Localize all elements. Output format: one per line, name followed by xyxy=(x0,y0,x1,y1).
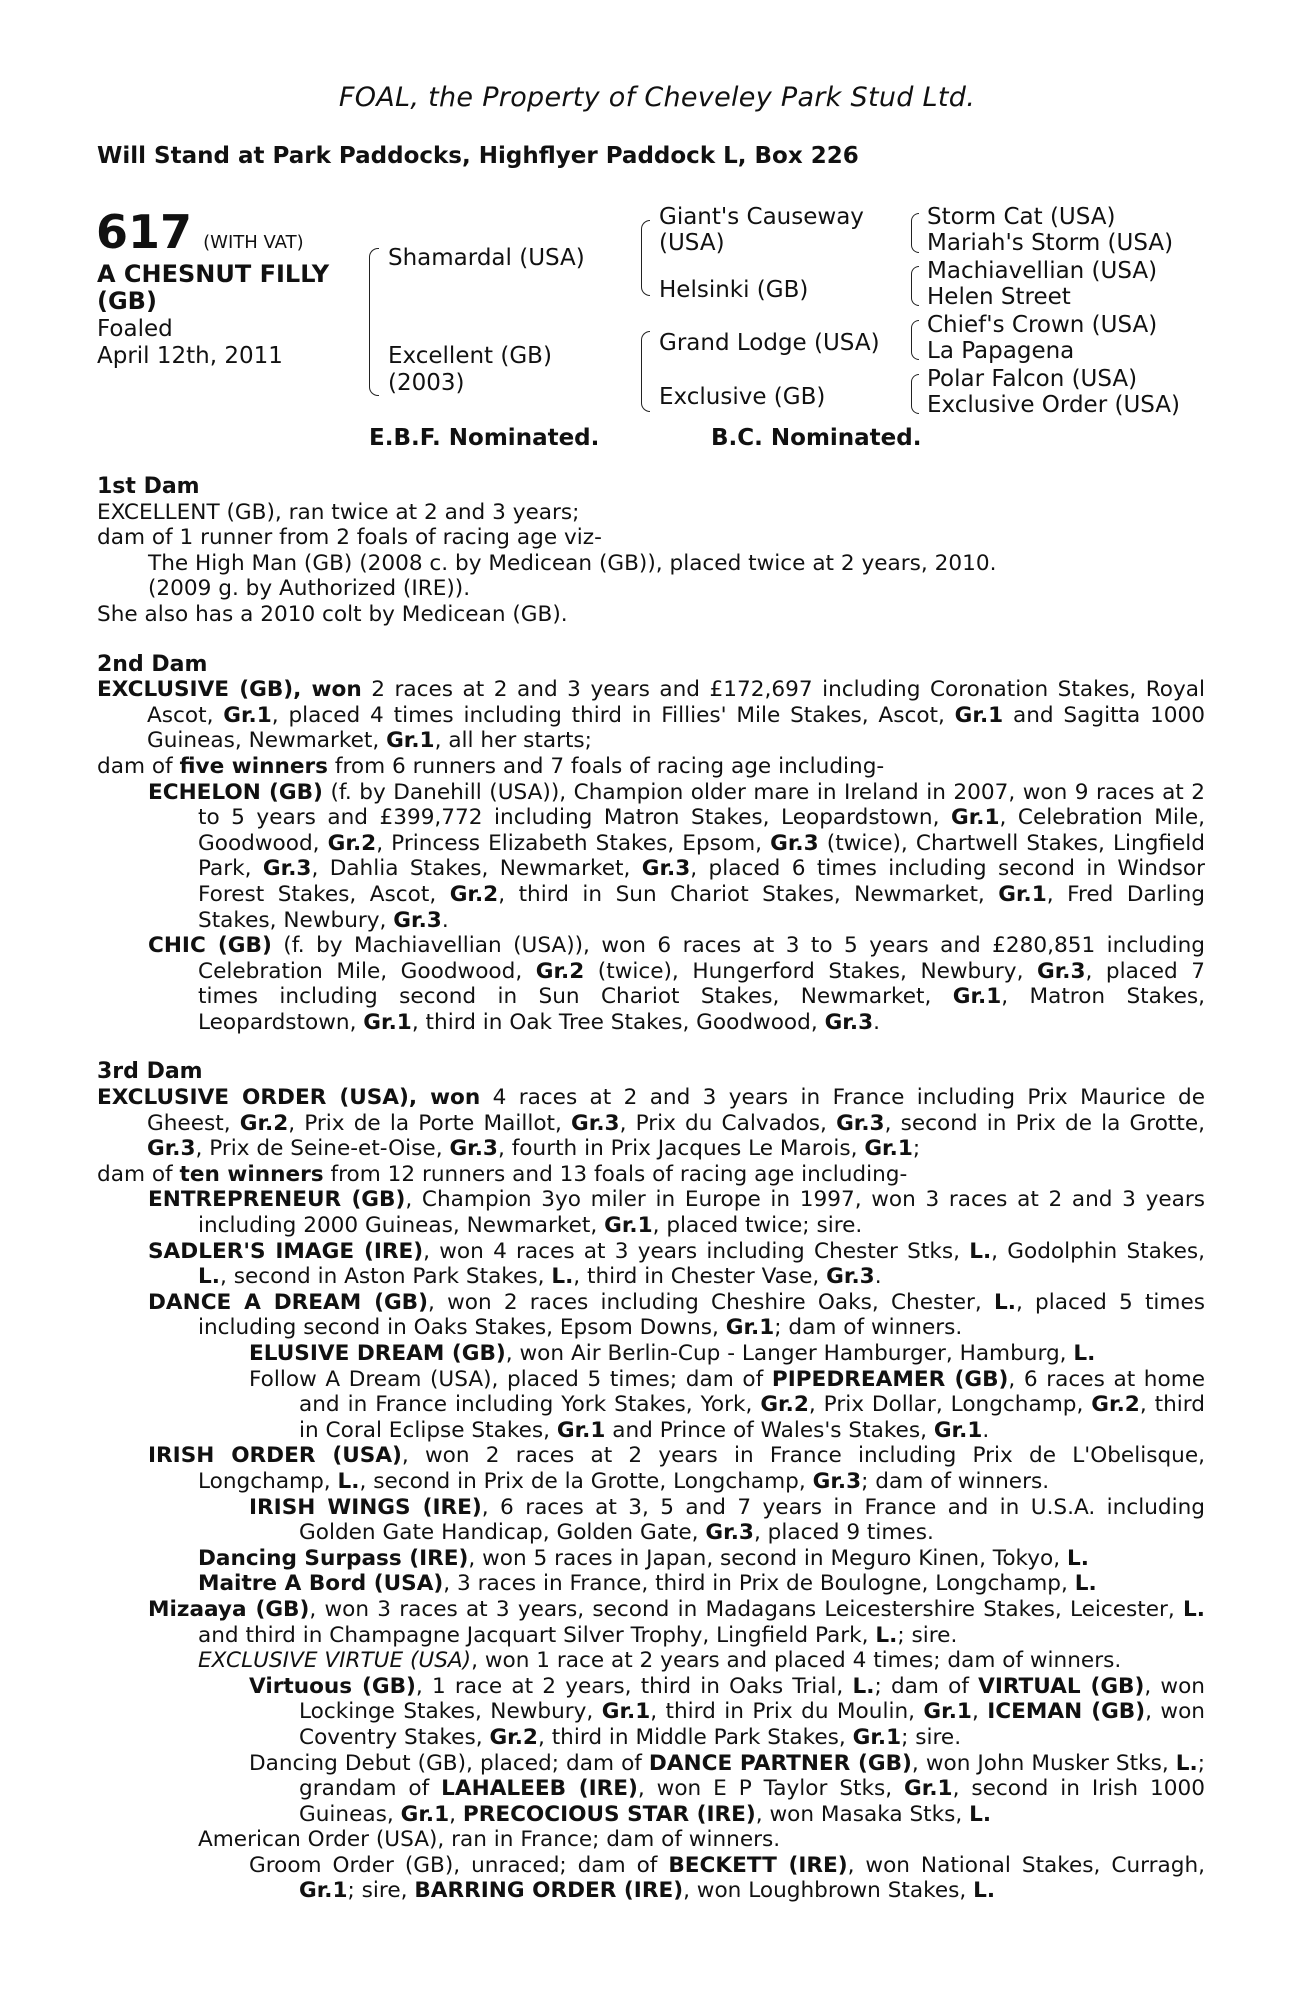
bc-nomination: B.C. Nominated. xyxy=(711,425,922,451)
section-heading: 2nd Dam xyxy=(97,651,208,677)
lot-number-line xyxy=(96,205,304,259)
gen3-6: La Papagena xyxy=(927,338,1075,364)
pedigree-paragraph: Groom Order (GB), unraced; dam of BECKETT (IRE), won National Stakes, Curragh, Gr.1; sire, BARRING ORDER (IRE), won Loughbrown Stakes, L. xyxy=(249,1852,1205,1904)
pedigree-paragraph: Dancing Surpass (IRE), won 5 races in Japan, second in Meguro Kinen, Tokyo, L. xyxy=(198,1545,1089,1571)
pedigree-brace-g1 xyxy=(911,213,919,253)
pedigree-paragraph: dam of 1 runner from 2 foals of racing age viz- xyxy=(97,525,602,551)
pedigree-paragraph: CHIC (GB) (f. by Machiavellian (USA)), won 6 races at 3 to 5 years and £280,851 including Celebration Mile, Goodwood, Gr.2 (twice), Hungerford Stakes, Newbury, Gr.3, placed 7 times including second in Sun Chariot Stakes, Newmarket, Gr.1, Matron Stakes, Leopardstown, Gr.1, third in Oak Tree Stakes, Goodwood, Gr.3. xyxy=(148,933,1206,1035)
pedigree-brace-g3 xyxy=(911,320,919,360)
sire-dam: Helsinki (GB) xyxy=(659,277,809,303)
pedigree-paragraph: The High Man (GB) (2008 c. by Medicean (GB)), placed twice at 2 years, 2010. xyxy=(148,550,997,576)
gen3-3: Machiavellian (USA) xyxy=(927,258,1158,284)
section-heading: 1st Dam xyxy=(97,474,200,499)
pedigree-paragraph: EXCLUSIVE (GB), won 2 races at 2 and 3 years and £172,697 including Coronation Stakes, Royal Ascot, Gr.1, placed 4 times including third in Fillies' Mile Stakes, Ascot, Gr.1 and Sagitta 1000 Guineas, Newmarket, Gr.1, all her starts; xyxy=(97,677,1206,754)
lot-number: 617 xyxy=(96,205,193,259)
pedigree-paragraph: Maitre A Bord (USA), 3 races in France, third in Prix de Boulogne, Longchamp, L. xyxy=(198,1571,1097,1597)
pedigree-paragraph: dam of ten winners from 12 runners and 13 foals of racing age including- xyxy=(97,1161,908,1187)
pedigree-paragraph: EXCLUSIVE ORDER (USA), won 4 races at 2 and 3 years in France including Prix Maurice de Gheest, Gr.2, Prix de la Porte Maillot, Gr.3, Prix du Calvados, Gr.3, second in Prix de la Grotte, Gr.3, Prix de Seine-et-Oise, Gr.3, fourth in Prix Jacques Le Marois, Gr.1; xyxy=(97,1085,1205,1162)
dam-name: Excellent (GB) xyxy=(388,343,552,369)
pedigree-paragraph: SADLER'S IMAGE (IRE), won 4 races at 3 years including Chester Stks, L., Godolphin Stakes, L., second in Aston Park Stakes, L., third in Chester Vase, Gr.3. xyxy=(148,1238,1206,1290)
pedigree-brace-main xyxy=(369,248,379,396)
gen3-4: Helen Street xyxy=(927,284,1071,310)
gen3-2: Mariah's Storm (USA) xyxy=(927,230,1174,256)
gen3-5: Chief's Crown (USA) xyxy=(927,312,1158,338)
ebf-nomination: E.B.F. Nominated. xyxy=(369,425,600,451)
pedigree-paragraph: ENTREPRENEUR (GB), Champion 3yo miler in Europe in 1997, won 3 races at 2 and 3 years including 2000 Guineas, Newmarket, Gr.1, placed twice; sire. xyxy=(148,1187,1205,1239)
stand-location: Will Stand at Park Paddocks, Highflyer Paddock L, Box 226 xyxy=(97,143,859,169)
foaled-label: Foaled xyxy=(97,316,173,342)
sire-sire-origin: (USA) xyxy=(659,230,725,256)
pedigree-paragraph: EXCLUSIVE VIRTUE (USA), won 1 race at 2 years and placed 4 times; dam of winners. xyxy=(198,1648,1122,1674)
pedigree-paragraph: Virtuous (GB), 1 race at 2 years, third in Oaks Trial, L.; dam of VIRTUAL (GB), won Lockinge Stakes, Newbury, Gr.1, third in Prix du Moulin, Gr.1, ICEMAN (GB), won Coventry Stakes, Gr.2, third in Middle Park Stakes, Gr.1; sire. xyxy=(249,1673,1205,1750)
lot-description-origin: (GB) xyxy=(97,287,157,315)
pedigree-paragraph: ECHELON (GB) (f. by Danehill (USA)), Champion older mare in Ireland in 2007, won 9 races at 2 to 5 years and £399,772 including Matron Stakes, Leopardstown, Gr.1, Celebration Mile, Goodwood, Gr.2, Princess Elizabeth Stakes, Epsom, Gr.3 (twice), Chartwell Stakes, Lingfield Park, Gr.3, Dahlia Stakes, Newmarket, Gr.3, placed 6 times including second in Windsor Forest Stakes, Ascot, Gr.2, third in Sun Chariot Stakes, Newmarket, Gr.1, Fred Darling Stakes, Newbury, Gr.3. xyxy=(148,779,1206,933)
dam-dam: Exclusive (GB) xyxy=(659,384,826,410)
sire-name: Shamardal (USA) xyxy=(388,245,585,271)
pedigree-paragraph: EXCELLENT (GB), ran twice at 2 and 3 years; xyxy=(97,499,580,525)
pedigree-paragraph: IRISH WINGS (IRE), 6 races at 3, 5 and 7 years in France and in U.S.A. including Golden Gate Handicap, Golden Gate, Gr.3, placed 9 times. xyxy=(249,1494,1206,1546)
gen3-8: Exclusive Order (USA) xyxy=(927,392,1181,418)
pedigree-paragraph: Dancing Debut (GB), placed; dam of DANCE PARTNER (GB), won John Musker Stks, L.; grandam of LAHALEEB (IRE), won E P Taylor Stks, Gr.1, second in Irish 1000 Guineas, Gr.1, PRECOCIOUS STAR (IRE), won Masaka Stks, L. xyxy=(249,1750,1205,1827)
vat-note: (WITH VAT) xyxy=(203,232,304,253)
lot-description: A CHESNUT FILLY xyxy=(97,260,330,288)
pedigree-paragraph: Follow A Dream (USA), placed 5 times; dam of PIPEDREAMER (GB), 6 races at home and in France including York Stakes, York, Gr.2, Prix Dollar, Longchamp, Gr.2, third in Coral Eclipse Stakes, Gr.1 and Prince of Wales's Stakes, Gr.1. xyxy=(249,1366,1206,1443)
pedigree-brace-dam xyxy=(641,331,650,412)
pedigree-paragraph: DANCE A DREAM (GB), won 2 races including Cheshire Oaks, Chester, L., placed 5 times including second in Oaks Stakes, Epsom Downs, Gr.1; dam of winners. xyxy=(148,1289,1205,1341)
pedigree-paragraph: (2009 g. by Authorized (IRE)). xyxy=(148,576,471,602)
gen3-1: Storm Cat (USA) xyxy=(927,204,1116,230)
dam-history xyxy=(97,474,1205,1904)
page-title: FOAL, the Property of Cheveley Park Stud Ltd. xyxy=(338,82,976,113)
foaled-date: April 12th, 2011 xyxy=(97,343,283,369)
section-heading: 3rd Dam xyxy=(97,1059,203,1085)
pedigree-paragraph: dam of five winners from 6 runners and 7 foals of racing age including- xyxy=(97,753,885,779)
dam-sire: Grand Lodge (USA) xyxy=(659,330,880,356)
dam-year: (2003) xyxy=(388,370,465,396)
pedigree-paragraph: ELUSIVE DREAM (GB), won Air Berlin-Cup - Langer Hamburger, Hamburg, L. xyxy=(249,1341,1096,1366)
pedigree-paragraph: American Order (USA), ran in France; dam of winners. xyxy=(198,1827,781,1853)
pedigree-brace-g4 xyxy=(911,374,919,414)
pedigree-paragraph: IRISH ORDER (USA), won 2 races at 2 years in France including Prix de L'Obelisque, Longchamp, L., second in Prix de la Grotte, Longchamp, Gr.3; dam of winners. xyxy=(148,1443,1205,1494)
pedigree-brace-sire xyxy=(641,220,650,296)
pedigree-paragraph: She also has a 2010 colt by Medicean (GB). xyxy=(97,601,568,627)
gen3-7: Polar Falcon (USA) xyxy=(927,366,1138,392)
pedigree-paragraph: Mizaaya (GB), won 3 races at 3 years, second in Madagans Leicestershire Stakes, Leicester, L. and third in Champagne Jacquart Silver Trophy, Lingfield Park, L.; sire. xyxy=(148,1596,1205,1648)
pedigree-brace-g2 xyxy=(911,266,919,306)
sire-sire: Giant's Causeway xyxy=(659,204,864,230)
